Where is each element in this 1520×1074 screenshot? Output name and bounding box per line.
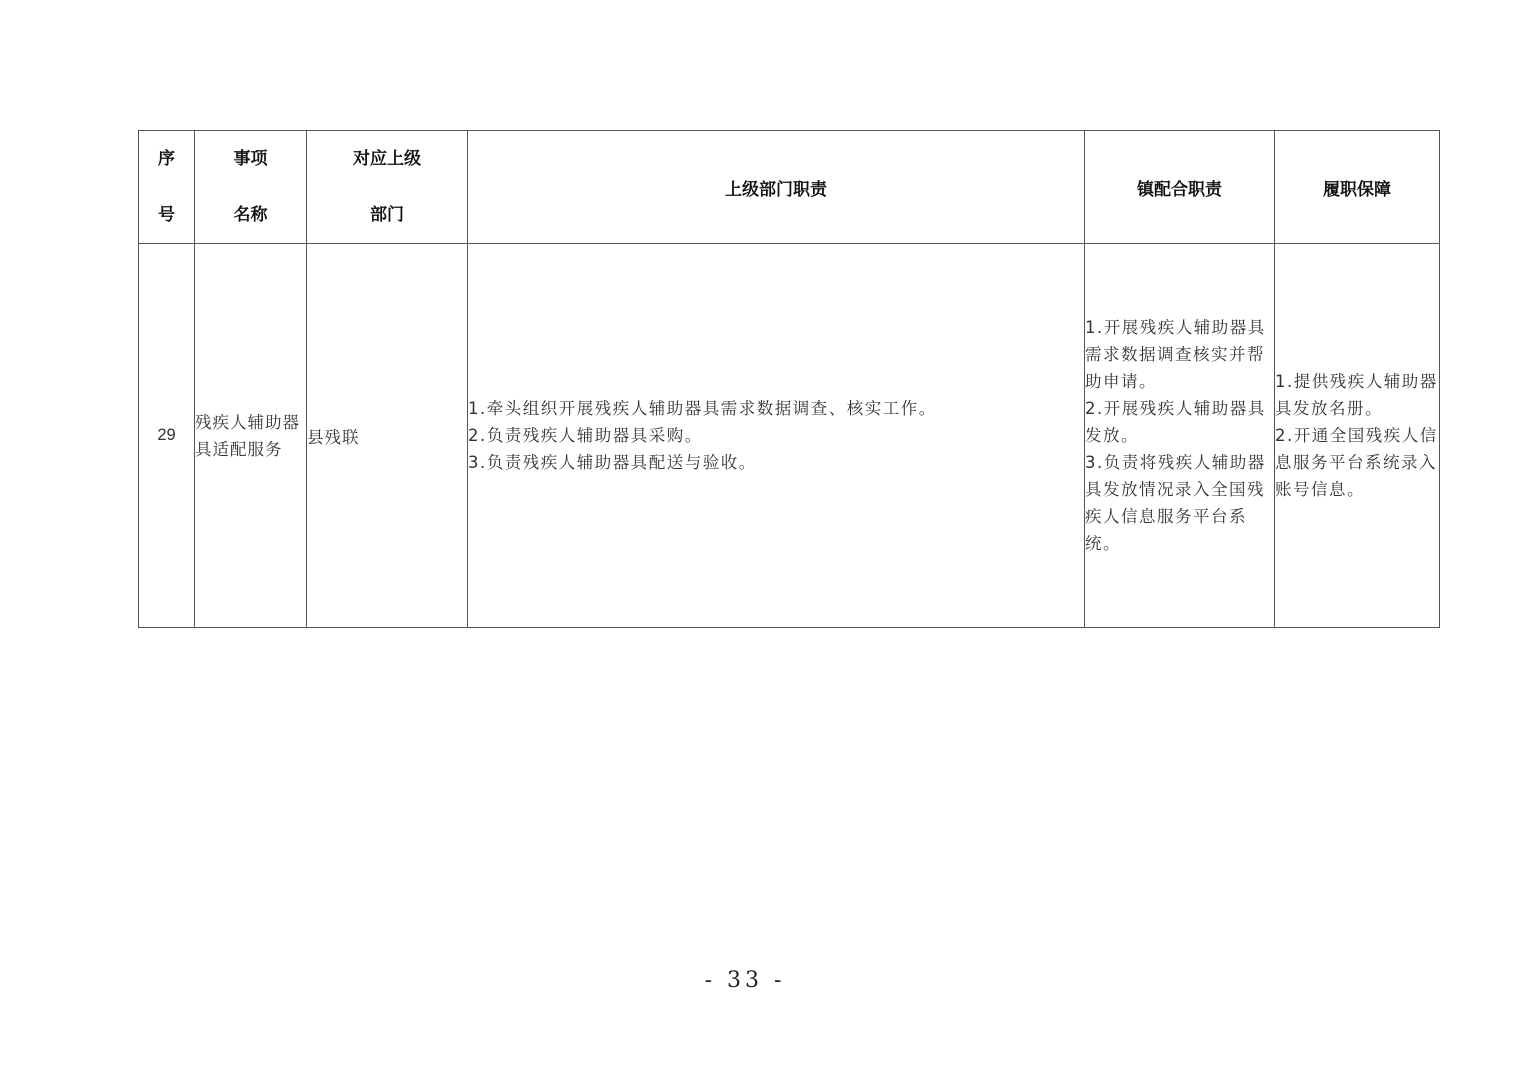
- row-town-duties: [1085, 244, 1275, 628]
- header-dept-line1: 对应上级: [353, 149, 421, 169]
- upper-duty-item: 1.牵头组织开展残疾人辅助器具需求数据调查、核实工作。: [468, 399, 937, 418]
- header-upper-duty: 上级部门职责: [468, 131, 1085, 244]
- header-item-line1: 事项: [233, 149, 268, 169]
- header-guarantee: 履职保障: [1275, 131, 1440, 244]
- row-upper-duties: [468, 244, 1085, 628]
- header-seq-line1: 序: [158, 149, 175, 169]
- header-upper-department: [307, 131, 468, 244]
- town-duty-item: 1.开展残疾人辅助器具需求数据调查核实并帮助申请。: [1085, 318, 1266, 391]
- guarantee-item: 1.提供残疾人辅助器具发放名册。: [1275, 372, 1438, 418]
- guarantee-item: 2.开通全国残疾人信息服务平台系统录入账号信息。: [1275, 426, 1438, 499]
- page-number: - 33 -: [704, 968, 786, 993]
- header-dept-line2: 部门: [370, 205, 404, 225]
- upper-duty-item: 2.负责残疾人辅助器具采购。: [468, 426, 703, 445]
- row-guarantees: [1275, 244, 1440, 628]
- header-seq-line2: 号: [158, 205, 175, 225]
- header-town-duty: 镇配合职责: [1085, 131, 1275, 244]
- header-item-name: [195, 131, 307, 244]
- row-item-name: 残疾人辅助器具适配服务: [195, 244, 307, 628]
- duty-table: [138, 130, 1440, 628]
- town-duty-item: 3.负责将残疾人辅助器具发放情况录入全国残疾人信息服务平台系统。: [1085, 453, 1266, 553]
- upper-duty-item: 3.负责残疾人辅助器具配送与验收。: [468, 453, 757, 472]
- header-seq: [139, 131, 195, 244]
- table-header-row: [139, 131, 1440, 244]
- row-department: 县残联: [307, 244, 468, 628]
- table-row: [139, 244, 1440, 628]
- town-duty-item: 2.开展残疾人辅助器具发放。: [1085, 399, 1266, 445]
- row-number: 29: [139, 244, 195, 628]
- header-item-line2: 名称: [233, 205, 268, 225]
